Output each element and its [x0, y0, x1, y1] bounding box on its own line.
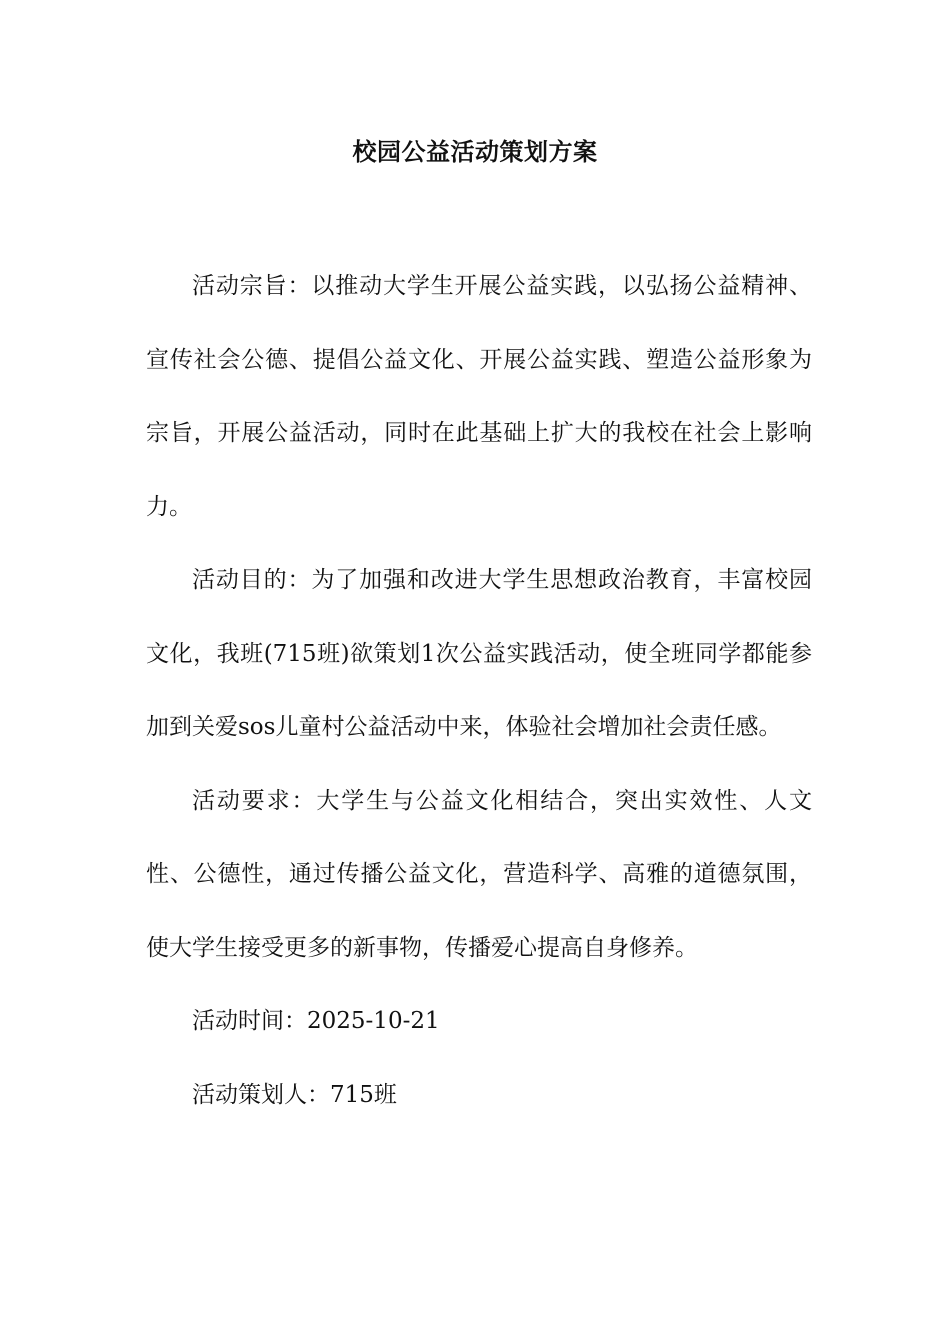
document-title: 校园公益活动策划方案 [352, 137, 598, 166]
paragraph-goal: 活动目的：为了加强和改进大学生思想政治教育，丰富校园文化，我班(715班)欲策划1次公益实践活动，使全班同学都能参加到关爱sos儿童村公益活动中来，体验社会增加社会责任感。 [146, 567, 812, 740]
paragraph-requirements: 活动要求：大学生与公益文化相结合，突出实效性、人文性、公德性，通过传播公益文化，营造科学、高雅的道德氛围，使大学生接受更多的新事物，传播爱心提高自身修养。 [146, 787, 812, 961]
paragraph-planner: 活动策划人：715班 [192, 1081, 397, 1108]
paragraph-time: 活动时间：2025-10-21 [192, 1008, 440, 1034]
document-body [146, 250, 812, 1132]
paragraph-purpose: 活动宗旨：以推动大学生开展公益实践，以弘扬公益精神、宣传社会公德、提倡公益文化、开展公益实践、塑造公益形象为宗旨，开展公益活动，同时在此基础上扩大的我校在社会上影响力。 [146, 273, 812, 520]
